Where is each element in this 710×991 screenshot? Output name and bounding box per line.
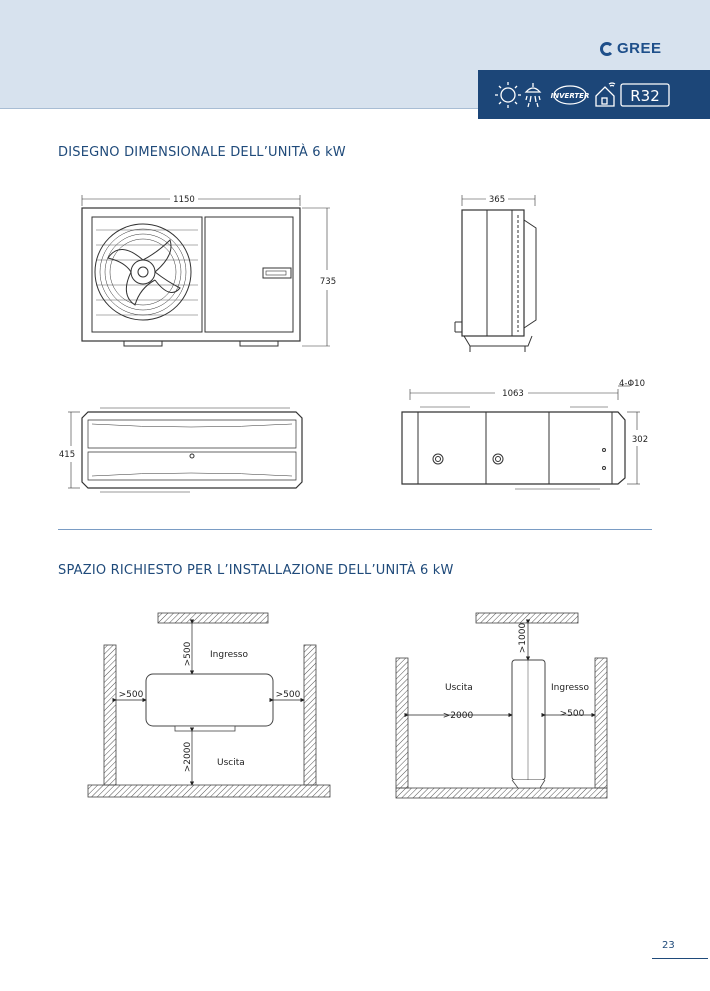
label-inlet: Ingresso	[210, 650, 248, 660]
floor-wall	[88, 785, 330, 797]
front-view-drawing	[82, 195, 330, 346]
page-number: 23	[662, 940, 675, 951]
clearance-top: >1000	[518, 622, 528, 654]
brand-name: GREE	[617, 40, 662, 57]
dim-base-depth: 302	[631, 435, 649, 445]
unit-top-outline	[146, 674, 273, 726]
dim-top-depth: 415	[58, 450, 76, 460]
clearance-bottom: >2000	[183, 741, 193, 773]
inverter-icon-text: INVERTER	[550, 92, 590, 100]
page-number-rule	[652, 958, 708, 959]
right-wall	[595, 658, 607, 788]
clearance-right: >500	[275, 690, 301, 700]
base-view-drawing	[402, 386, 640, 489]
section-title-dimensions: DISEGNO DIMENSIONALE DELL’UNITÀ 6 kW	[58, 145, 346, 160]
left-wall	[396, 658, 408, 788]
right-wall	[304, 645, 316, 785]
left-wall	[104, 645, 116, 785]
ceiling-wall	[476, 613, 578, 623]
floor-wall	[396, 788, 607, 798]
label-outlet: Uscita	[445, 683, 473, 693]
dim-holes: 4-Φ10	[619, 379, 645, 389]
clearance-right: >500	[559, 709, 585, 719]
dim-base-width: 1063	[502, 389, 524, 399]
clearance-left: >500	[118, 690, 144, 700]
clearance-side-view	[396, 613, 607, 798]
top-view-drawing	[68, 408, 302, 492]
label-outlet: Uscita	[217, 758, 245, 768]
dim-side-depth: 365	[488, 195, 506, 205]
side-view-drawing	[455, 195, 536, 352]
dim-front-width: 1150	[173, 195, 195, 205]
unit-side-outline	[512, 660, 545, 780]
section-title-installation: SPAZIO RICHIESTO PER L’INSTALLAZIONE DELL’UNITÀ 6 kW	[58, 563, 454, 578]
clearance-top: >500	[183, 641, 193, 667]
dim-front-height: 735	[319, 277, 337, 287]
clearance-top-view	[88, 613, 330, 797]
clearance-left: >2000	[442, 711, 474, 721]
refrigerant-icon-text: R32	[630, 87, 660, 105]
ceiling-wall	[158, 613, 268, 623]
label-inlet: Ingresso	[551, 683, 589, 693]
